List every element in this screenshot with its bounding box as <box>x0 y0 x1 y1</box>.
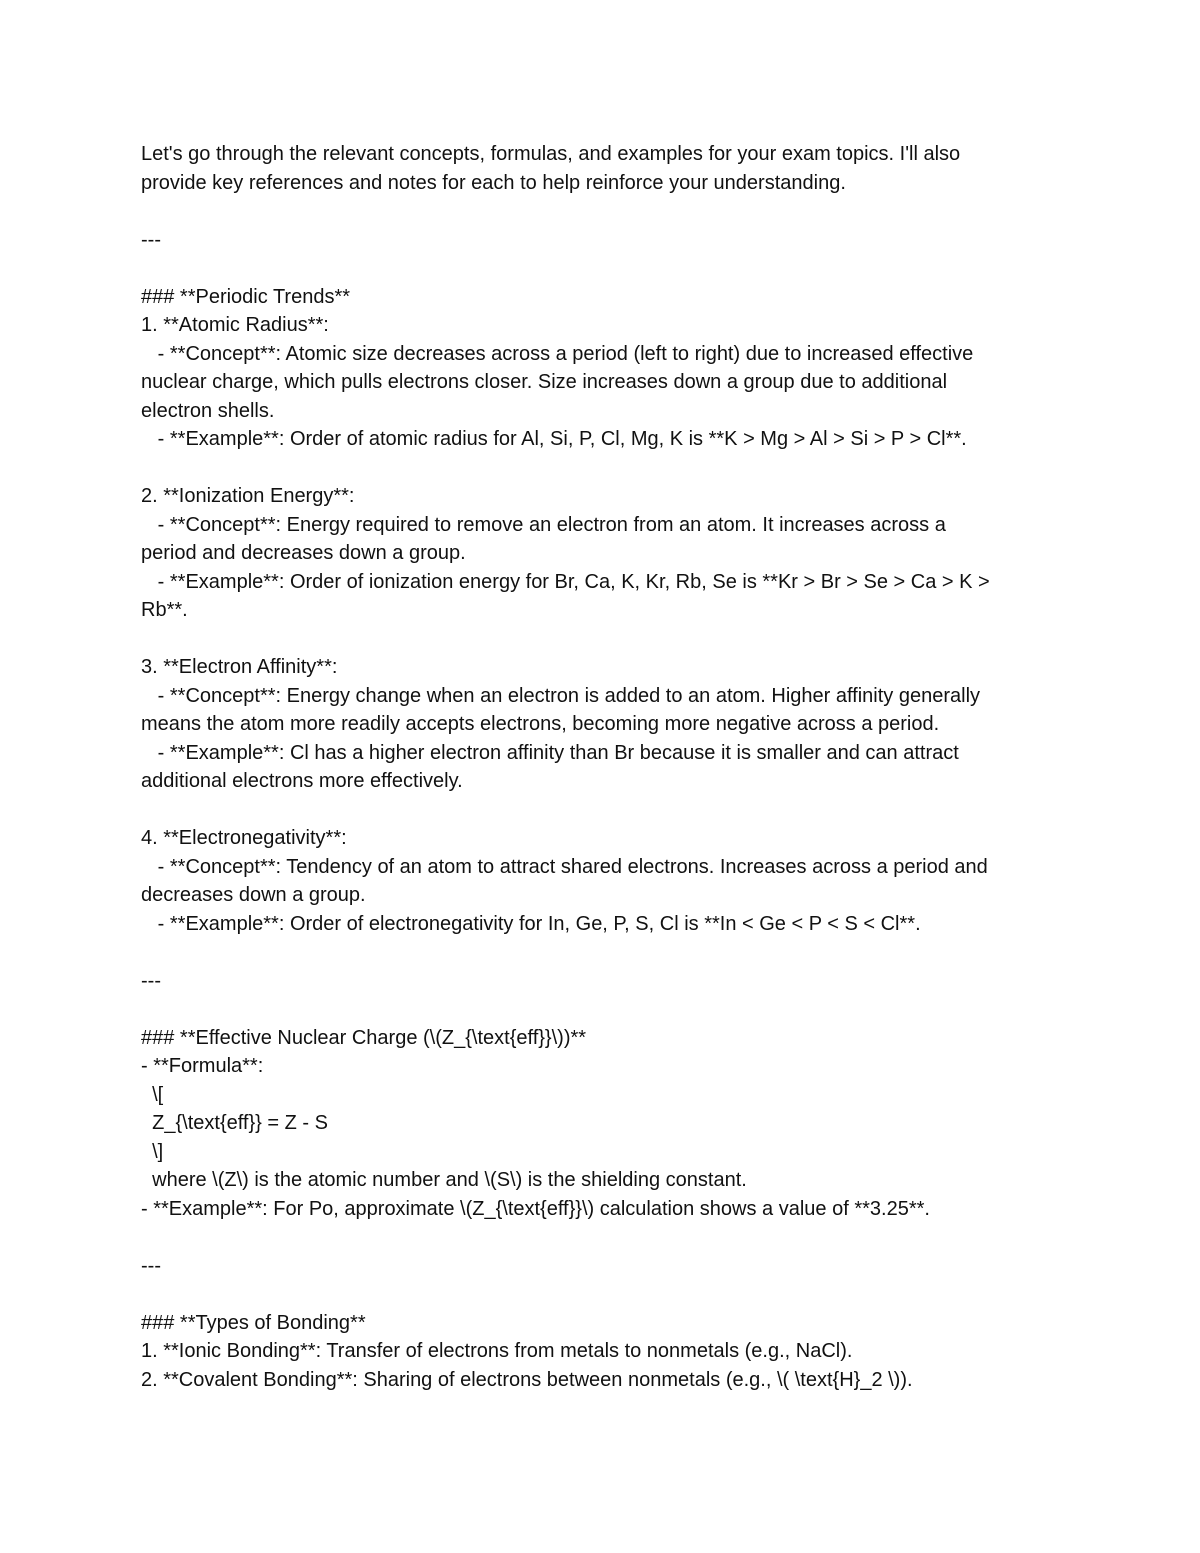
spacer <box>141 995 1071 1024</box>
intro-line: Let's go through the relevant concepts, formulas, and examples for your exam topics. I'll also <box>141 143 961 165</box>
section-heading: ### **Types of Bonding** <box>141 1311 366 1334</box>
section-heading: ### **Effective Nuclear Charge (\(Z_{\text{eff}}\))** <box>141 1026 587 1049</box>
item-title: 4. **Electronegativity**: <box>141 827 347 849</box>
section-divider: --- <box>141 1254 161 1277</box>
spacer <box>141 1280 1071 1309</box>
spacer <box>141 1223 1071 1252</box>
example-line: - **Example**: For Po, approximate \(Z_{\text{eff}}\) calculation shows a value of **3.25**. <box>141 1197 930 1220</box>
concept-line: - **Concept**: Energy required to remove an electron from an atom. It increases across a <box>141 513 946 536</box>
example-line: - **Example**: Order of ionization energy for Br, Ca, K, Kr, Rb, Se is **Kr > Br > Se > Ca > K > <box>141 570 990 593</box>
document-body <box>141 140 1071 1394</box>
spacer <box>141 625 1071 654</box>
section-divider: --- <box>141 969 161 992</box>
types-of-bonding-section <box>141 1309 1071 1395</box>
spacer <box>141 454 1071 483</box>
bonding-item-ionic: 1. **Ionic Bonding**: Transfer of electrons from metals to nonmetals (e.g., NaCl). <box>141 1340 853 1362</box>
concept-line: - **Concept**: Atomic size decreases across a period (left to right) due to increased effective <box>141 342 974 365</box>
formula-label: - **Formula**: <box>141 1055 264 1077</box>
example-line: additional electrons more effectively. <box>141 770 463 792</box>
concept-line: - **Concept**: Tendency of an atom to attract shared electrons. Increases across a period and <box>141 855 988 878</box>
electronegativity-item <box>141 824 1071 938</box>
intro-paragraph <box>141 140 1071 197</box>
concept-line: electron shells. <box>141 399 275 422</box>
concept-line: - **Concept**: Energy change when an electron is added to an atom. Higher affinity generally <box>141 684 981 707</box>
spacer <box>141 197 1071 226</box>
concept-line: period and decreases down a group. <box>141 542 466 564</box>
spacer <box>141 254 1071 283</box>
formula-body: Z_{\text{eff}} = Z - S <box>141 1112 328 1134</box>
concept-line: means the atom more readily accepts electrons, becoming more negative across a period. <box>141 713 940 735</box>
example-line: - **Example**: Cl has a higher electron affinity than Br because it is smaller and can attract <box>141 741 959 764</box>
formula-close: \] <box>141 1140 164 1163</box>
concept-line: nuclear charge, which pulls electrons closer. Size increases down a group due to additional <box>141 371 948 393</box>
item-title: 3. **Electron Affinity**: <box>141 656 338 678</box>
example-line: - **Example**: Order of electronegativity for In, Ge, P, S, Cl is **In < Ge < P < S < Cl**. <box>141 912 921 935</box>
effective-nuclear-charge-section <box>141 1024 1071 1224</box>
concept-line: decreases down a group. <box>141 884 366 906</box>
spacer <box>141 796 1071 825</box>
section-divider: --- <box>141 228 161 251</box>
bonding-item-covalent: 2. **Covalent Bonding**: Sharing of electrons between nonmetals (e.g., \( \text{H}_2 \)). <box>141 1368 913 1391</box>
atomic-radius-item <box>141 311 1071 454</box>
formula-note: where \(Z\) is the atomic number and \(S\) is the shielding constant. <box>141 1169 747 1191</box>
ionization-energy-item <box>141 482 1071 625</box>
example-line: - **Example**: Order of atomic radius for Al, Si, P, Cl, Mg, K is **K > Mg > Al > Si > P > Cl**. <box>141 428 967 450</box>
spacer <box>141 938 1071 967</box>
intro-line: provide key references and notes for each to help reinforce your understanding. <box>141 171 846 194</box>
item-title: 1. **Atomic Radius**: <box>141 314 329 336</box>
electron-affinity-item <box>141 653 1071 796</box>
periodic-trends-section <box>141 283 1071 939</box>
example-line: Rb**. <box>141 599 188 621</box>
item-title: 2. **Ionization Energy**: <box>141 485 355 507</box>
section-heading: ### **Periodic Trends** <box>141 285 351 308</box>
formula-open: \[ <box>141 1083 164 1106</box>
